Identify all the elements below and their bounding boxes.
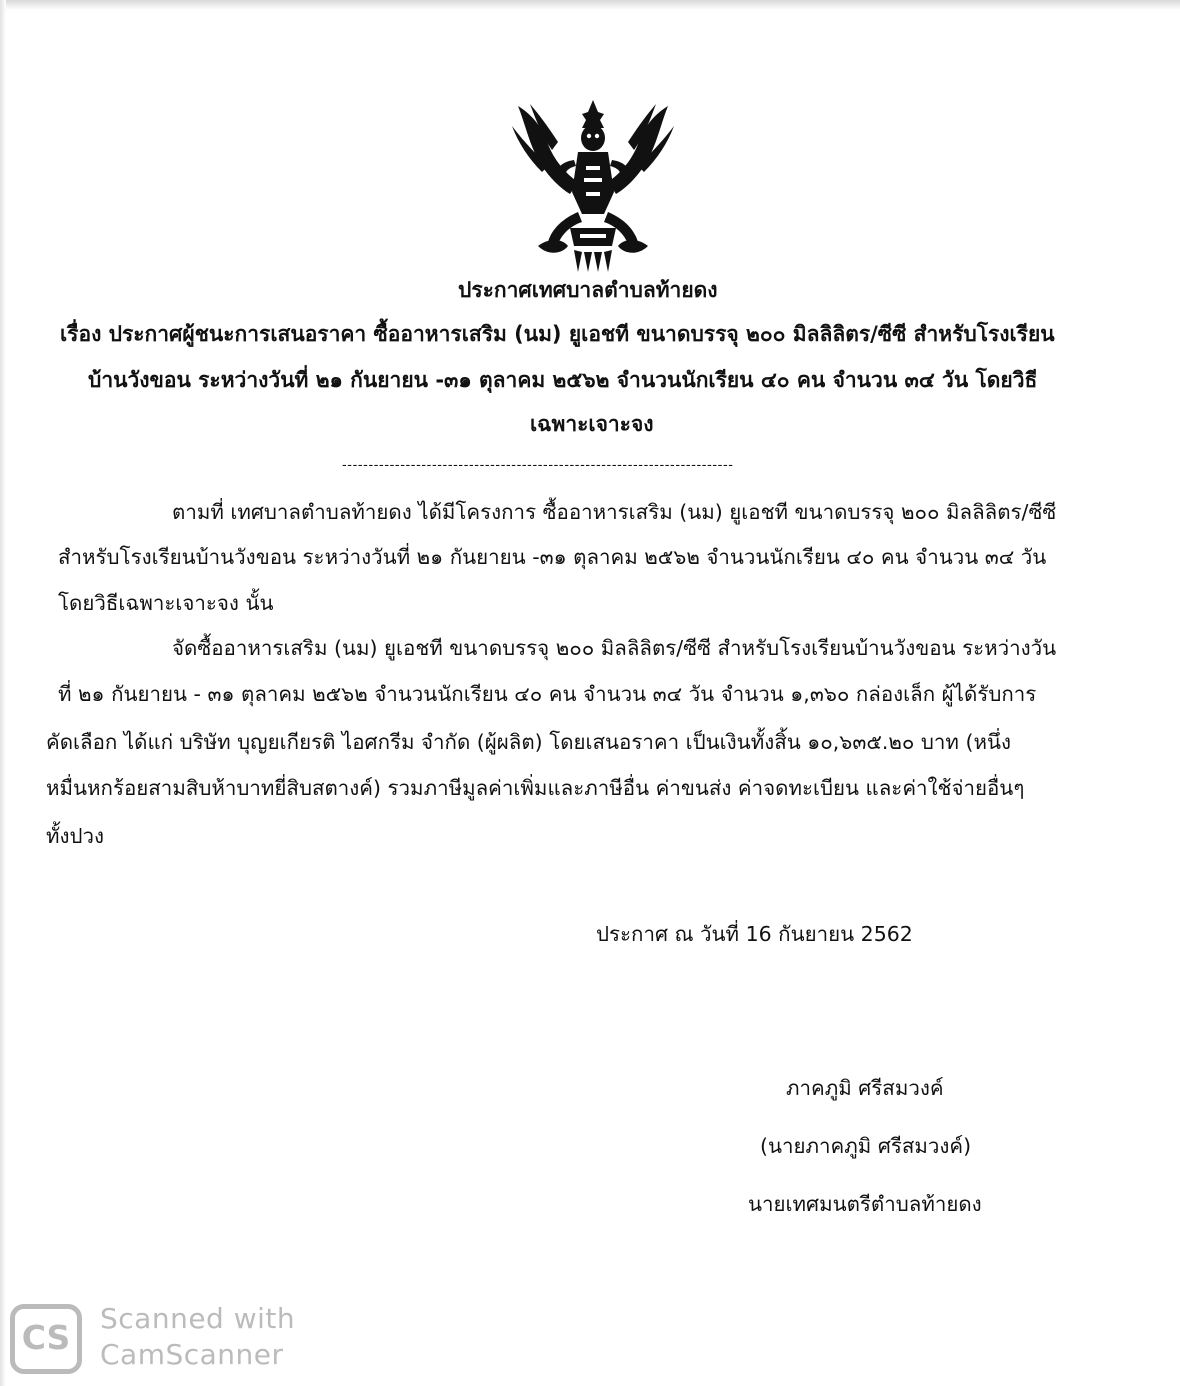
- camscanner-watermark: [10, 1300, 310, 1380]
- paragraph-2-line: หมื่นหกร้อยสามสิบห้าบาทยี่สิบสตางค์) รวมภาษีมูลค่าเพิ่มและภาษีอื่น ค่าขนส่ง ค่าจดทะเบียน และค่าใช้จ่ายอื่นๆ: [46, 776, 1025, 800]
- scan-edge-top: [0, 0, 1180, 10]
- paragraph-1-line: โดยวิธีเฉพาะเจาะจง นั้น: [58, 591, 274, 615]
- watermark-line-1: Scanned with: [100, 1302, 296, 1335]
- announcement-subject-line-3: เฉพาะเจาะจง: [530, 412, 654, 436]
- announcement-date: ประกาศ ณ วันที่ 16 กันยายน 2562: [596, 922, 913, 946]
- paragraph-2-line: จัดซื้ออาหารเสริม (นม) ยูเอชที ขนาดบรรจุ ๒๐๐ มิลลิลิตร/ซีซี สำหรับโรงเรียนบ้านวังขอน ระหว่างวัน: [172, 636, 1057, 660]
- garuda-emblem-icon: [508, 96, 678, 274]
- paragraph-2-line: ทั้งปวง: [46, 824, 105, 848]
- paragraph-2-line: คัดเลือก ได้แก่ บริษัท บุญยเกียรติ ไอศกรีม จำกัด (ผู้ผลิต) โดยเสนอราคา เป็นเงินทั้งสิ้น ๑๐,๖๓๕.๒๐ บาท (หนึ่ง: [46, 730, 1011, 754]
- camscanner-logo-icon: CS: [10, 1304, 82, 1374]
- paragraph-1-line: ตามที่ เทศบาลตำบลท้ายดง ได้มีโครงการ ซื้ออาหารเสริม (นม) ยูเอชที ขนาดบรรจุ ๒๐๐ มิลลิลิตร/ซีซี: [172, 500, 1057, 524]
- watermark-line-2: CamScanner: [100, 1338, 284, 1371]
- section-divider: --------------------------------------------------------------------------: [342, 458, 734, 473]
- announcement-subject-line-2: บ้านวังขอน ระหว่างวันที่ ๒๑ กันยายน -๓๑ ตุลาคม ๒๕๖๒ จำนวนนักเรียน ๔๐ คน จำนวน ๓๔ วัน โดยวิธี: [88, 368, 1038, 392]
- announcement-subject-line-1: เรื่อง ประกาศผู้ชนะการเสนอราคา ซื้ออาหารเสริม (นม) ยูเอชที ขนาดบรรจุ ๒๐๐ มิลลิลิตร/ซีซี สำหรับโรงเรียน: [60, 322, 1055, 346]
- paragraph-1-line: สำหรับโรงเรียนบ้านวังขอน ระหว่างวันที่ ๒๑ กันยายน -๓๑ ตุลาคม ๒๕๖๒ จำนวนนักเรียน ๔๐ คน จำนวน ๓๔ วัน: [58, 545, 1047, 569]
- signature-position: นายเทศมนตรีตำบลท้ายดง: [748, 1192, 982, 1216]
- scan-edge-left: [0, 0, 6, 1386]
- signature-name: ภาคภูมิ ศรีสมวงค์: [786, 1076, 944, 1100]
- announcement-title: ประกาศเทศบาลตำบลท้ายดง: [458, 278, 718, 302]
- paragraph-2-line: ที่ ๒๑ กันยายน - ๓๑ ตุลาคม ๒๕๖๒ จำนวนนักเรียน ๔๐ คน จำนวน ๓๔ วัน จำนวน ๑,๓๖๐ กล่องเล็ก ผู้ได้รับการ: [58, 682, 1037, 706]
- signature-full-name: (นายภาคภูมิ ศรีสมวงค์): [760, 1134, 972, 1158]
